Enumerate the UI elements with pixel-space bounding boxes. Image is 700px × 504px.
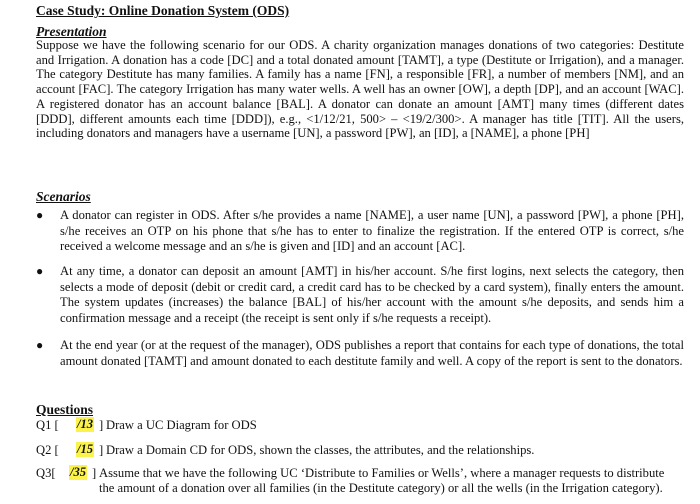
presentation-text: Suppose we have the following scenario for our ODS. A charity organization manages donations of two categories: Destitute and Irrigation. A donation has a code [DC] and a total donated amount [TAMT], a type (Destitute or Irrigation), and a manager. The category Destitute has many families. A family has a name [FN], a responsible [FR], a number of members [NM], and an account [FAC]. The category Irrigation has many water wells. A well has an owner [OW], a depth [DP], and an account [WAC]. A registered donator has an account balance [BAL]. A donator can donate an amount [AMT] many times (different dates [DDD], different amounts each time [DDD]), e.g., <1/12/21, 500> – <19/2/300>. A manager has title [TIT]. All the users, including donators and managers have a username [UN], a password [PW], an [ID], a [NAME], a phone [PH] <box>36 38 684 141</box>
question-number: Q1 [ <box>36 418 59 432</box>
question-text-continued: the amount of a donation over all families (in the Destitute category) or all the wells (in the Irrigation category). <box>99 481 663 495</box>
question-text: Assume that we have the following UC ‘Distribute to Families or Wells’, where a manager requests to distribute <box>99 466 665 480</box>
scenario-text: At the end year (or at the request of the manager), ODS publishes a report that contains for each type of donations, the total amount donated [TAMT] and amount donated to each destitute family and well. A copy of the report is sent to the donators. <box>60 338 684 368</box>
score-bracket: ] <box>99 443 104 457</box>
question-number: Q2 [ <box>36 443 59 457</box>
score-bracket: ] <box>92 466 97 480</box>
question-text: Draw a Domain CD for ODS, shown the classes, the attributes, and the relationships. <box>106 443 535 457</box>
bullet-icon: ● <box>36 264 44 278</box>
question-text: Draw a UC Diagram for ODS <box>106 418 257 432</box>
score-field[interactable]: /15 <box>77 442 94 456</box>
scenarios-heading: Scenarios <box>36 189 91 204</box>
document-title: Case Study: Online Donation System (ODS) <box>36 3 290 18</box>
score-field[interactable]: /35 <box>70 465 87 479</box>
presentation-heading: Presentation <box>36 24 107 39</box>
scenario-text: A donator can register in ODS. After s/he provides a name [NAME], a user name [UN], a password [PW], a phone [PH], s/he receives an OTP on his phone that s/he has to enter to finalize the registration. If the entered OTP is correct, s/he received a welcome message and an s/he is given and [ID] and an account [AC]. <box>60 208 684 254</box>
scenario-text: At any time, a donator can deposit an amount [AMT] in his/her account. S/he first logins, next selects the category, then selects a mode of deposit (debit or credit card, a credit card has to be checked by a card system), finally enters the amount. The system updates (increases) the balance [BAL] of his/her account with the amount s/he deposits, and sends him a confirmation message and a receipt (the receipt is sent only if s/he requests a receipt). <box>60 264 684 325</box>
score-field[interactable]: /13 <box>77 417 94 431</box>
question-number: Q3[ <box>36 466 56 480</box>
questions-heading: Questions <box>36 402 94 417</box>
bullet-icon: ● <box>36 338 44 352</box>
score-bracket: ] <box>99 418 104 432</box>
bullet-icon: ● <box>36 208 44 222</box>
